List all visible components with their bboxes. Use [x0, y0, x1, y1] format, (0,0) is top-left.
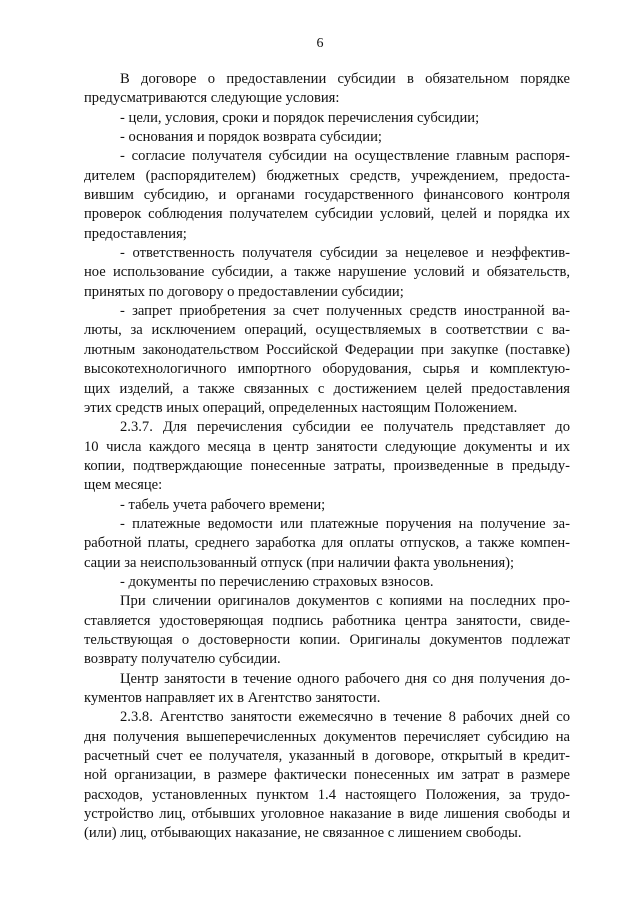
text-line: ное использование субсидии, а также нарушение условий и обязательств,	[84, 264, 570, 281]
text-line: 2.3.8. Агентство занятости ежемесячно в течение 8 рабочих дней со	[120, 709, 570, 726]
text-line: люты, за исключением операций, осуществляемых в соответствии с ва-	[84, 322, 570, 339]
text-line: возврату получателю субсидии.	[84, 651, 281, 668]
text-line: ной организации, в размере фактически понесенных им затрат в размере	[84, 767, 570, 784]
text-line: - цели, условия, сроки и порядок перечисления субсидии;	[120, 109, 480, 126]
text-line: вившим субсидию, и органами государственного финансового контроля	[84, 187, 570, 204]
text-line: 10 числа каждого месяца в центр занятости следующие документы и их	[84, 438, 570, 455]
text-line: - запрет приобретения за счет полученных средств иностранной ва-	[120, 303, 570, 320]
text-line: - основания и порядок возврата субсидии;	[120, 129, 382, 146]
text-line: - согласие получателя субсидии на осуществление главным распоря-	[120, 148, 570, 165]
page-number: 6	[316, 36, 324, 51]
text-line: дителем (распорядителем) бюджетных средств, учреждением, предоста-	[84, 167, 570, 184]
text-line: - документы по перечислению страховых взносов.	[120, 573, 434, 590]
text-line: этих средств иных операций, определенных настоящим Положением.	[84, 399, 518, 416]
text-line: сации за неиспользованный отпуск (при наличии факта увольнения);	[84, 554, 515, 571]
text-line: проверок соблюдения получателем субсидии условий, целей и порядка их	[84, 206, 570, 223]
text-line: кументов направляет их в Агентство занятости.	[84, 690, 381, 706]
text-line: работной платы, среднего заработка для оплаты отпусков, а также компен-	[84, 535, 570, 552]
text-line: Центр занятости в течение одного рабочего дня со дня получения до-	[120, 670, 570, 687]
text-line: - ответственность получателя субсидии за нецелевое и неэффектив-	[120, 245, 570, 262]
text-line: - платежные ведомости или платежные поручения на получение за-	[120, 515, 570, 532]
text-line: щих изделий, а также связанных с достижением целей предоставления	[84, 380, 570, 397]
text-line: В договоре о предоставлении субсидии в обязательном порядке	[120, 71, 570, 87]
text-line: При сличении оригиналов документов с копиями на последних про-	[120, 593, 570, 610]
text-line: копии, подтверждающие понесенные затраты, произведенные в предыду-	[84, 457, 570, 474]
text-line: (или) лиц, отбывающих наказание, не связанное с лишением свободы.	[84, 825, 522, 842]
text-line: расчетный счет ее получателя, указанный в договоре, открытый в кредит-	[84, 748, 570, 765]
text-line: дня получения вышеперечисленных документов перечисляет субсидию на	[84, 728, 570, 745]
text-line: тельствующая о достоверности копии. Оригиналы документов подлежат	[84, 631, 570, 648]
text-line: высокотехнологичного импортного оборудования, сырья и комплектую-	[84, 361, 570, 378]
text-line: лютным законодательством Российской Федерации при закупке (поставке)	[84, 341, 570, 358]
text-line: предоставления;	[84, 225, 187, 242]
text-line: расходов, установленных пунктом 1.4 настоящего Положения, за трудо-	[84, 786, 570, 803]
text-line: ставляется удостоверяющая подпись работника центра занятости, свиде-	[84, 612, 570, 629]
text-line: щем месяце:	[84, 477, 163, 494]
text-line: 2.3.7. Для перечисления субсидии ее получатель представляет до	[120, 419, 570, 436]
text-line: предусматриваются следующие условия:	[84, 90, 340, 107]
document-body	[84, 70, 570, 844]
text-line: принятых по договору о предоставлении субсидии;	[84, 283, 404, 300]
text-line: устройство лиц, отбывших уголовное наказание в виде лишения свободы и	[84, 806, 570, 823]
text-line: - табель учета рабочего времени;	[120, 496, 326, 513]
